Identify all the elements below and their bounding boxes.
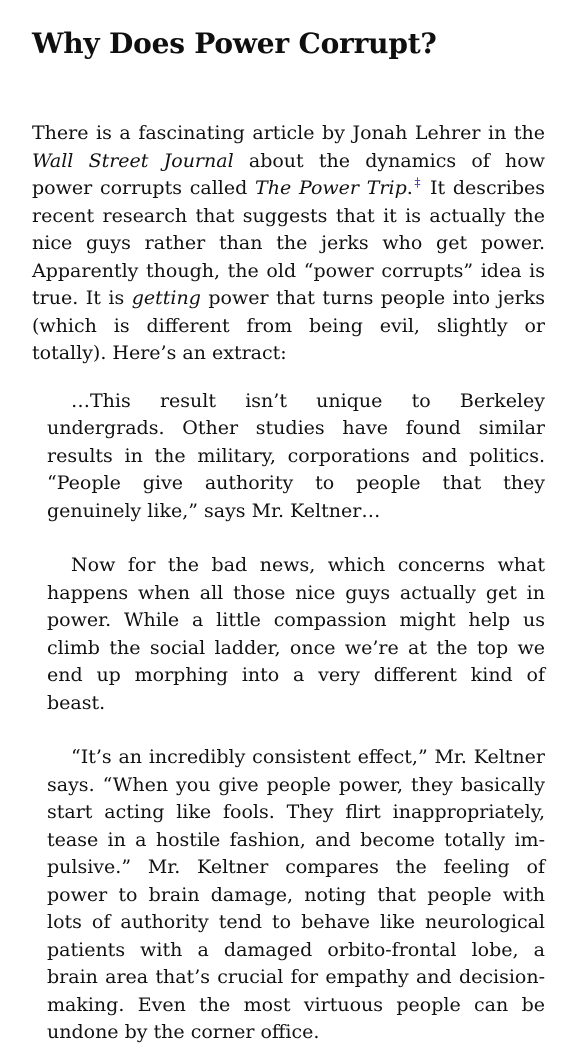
intro-text-4: It describes recent research that suggests that it is actually the nice guys rather than the jerks who get power. Apparently though, the old “power corrupts” idea is true. It is (32, 177, 546, 309)
quote-paragraph-3: “It’s an incredibly consistent effect,” Mr. Keltner says. “When you give people power, they basically start acting like fools. They flirt inappropriately, tease in a hostile fashion, and become totally impulsive.” Mr. Keltner compares the feeling of power to brain damage, noting that people with lots of authority tend to behave like neurological patients with a damaged orbito-frontal lobe, a brain area that’s crucial for empathy and decision-making. Even the most virtuous people can be undone by the corner office. (47, 746, 545, 1043)
intro-text-1: There is a fascinating article by Jonah Lehrer in the (32, 122, 545, 144)
intro-text-3: . (406, 177, 413, 199)
journal-name: Wall Street Journal (32, 149, 234, 172)
article-title: The Power Trip (255, 177, 407, 199)
quote-paragraph-1: …This result isn’t unique to Berkeley undergrads. Other studies have found similar results in the military, corporations and politics. “People give authority to people that they genuinely like,” says Mr. Keltner… (47, 389, 545, 522)
ebook-page (32, 24, 545, 1047)
emphasis-getting: getting (131, 287, 201, 309)
intro-text-5: power that turns people into jerks (which is different from being evil, slightly or totally). Here’s an extract: (32, 287, 546, 364)
extract-blockquote (47, 388, 545, 1047)
chapter-title: Why Does Power Corrupt? (32, 27, 437, 60)
intro-paragraph (32, 120, 545, 368)
intro-text-2: about the dynamics of how power corrupts called (32, 149, 545, 199)
footnote-link[interactable]: ‡ (412, 175, 423, 190)
quote-paragraph-2: Now for the bad news, which concerns what happens when all those nice guys actually get in power. While a little compassion might help us climb the social ladder, once we’re at the top we end up morphing into a very different kind of beast. (47, 554, 545, 714)
